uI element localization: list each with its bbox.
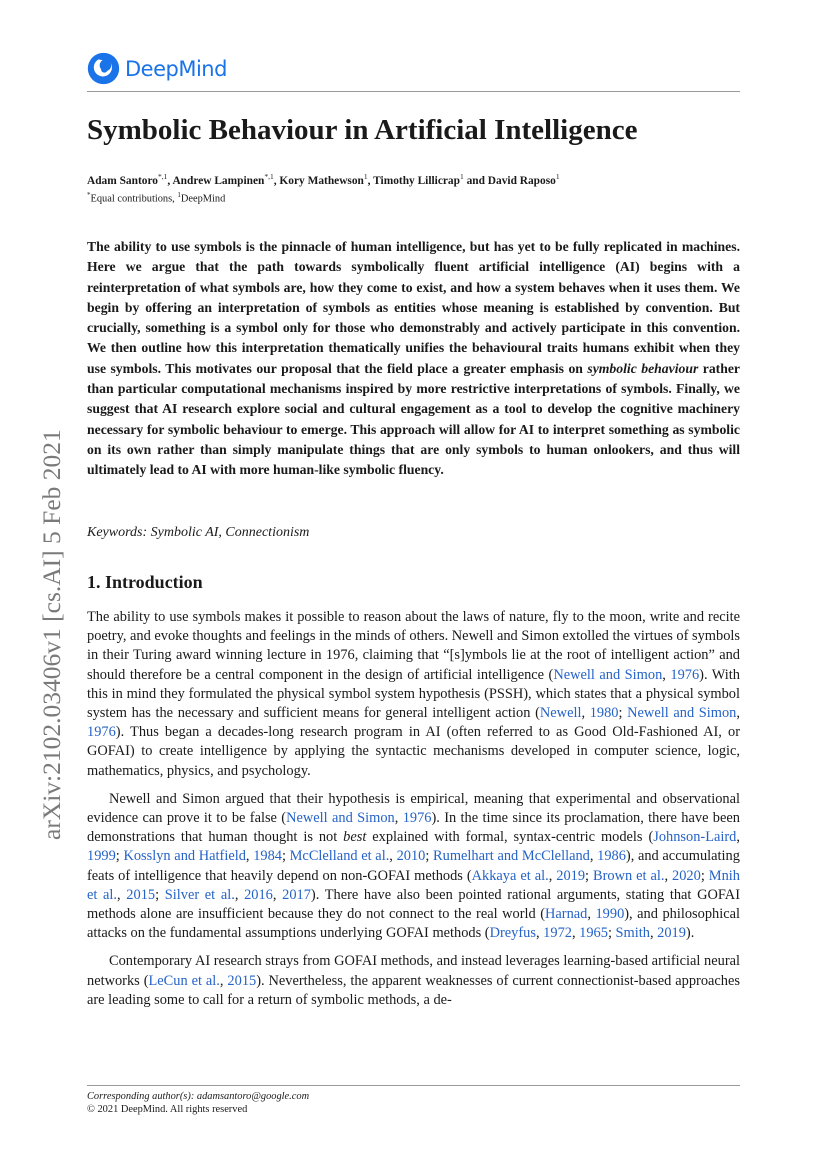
text-run: ), and accumulating feats of intelligence that heavily depend on non-GOFAI methods ( — [87, 848, 740, 884]
text-run: rather than particular computational mechanisms inspired by more restrictive interpretations of symbols. Finally, we suggest that AI research explore social and cultural engagement as a tool to develop the cognitive machinery necessary for symbolic behaviour to emerge. This approach will allow for AI to interpret something as symbolic on its own rather than simply manipulate things that are only symbols to human onlookers, and thus will ultimately lead to AI with more human-like symbolic fluency. — [87, 360, 740, 478]
citation-link[interactable]: 1976 — [670, 666, 700, 683]
citation-link[interactable]: 2015 — [126, 886, 156, 903]
citation-link[interactable]: Newell and Simon — [627, 705, 737, 722]
citation-link[interactable]: 2019 — [556, 867, 586, 884]
author-affiliation-mark: *,1 — [264, 172, 274, 181]
introduction-body — [87, 608, 740, 1019]
citation-link[interactable]: Silver et al. — [164, 886, 235, 903]
emphasis: symbolic behaviour — [587, 360, 699, 376]
text-run: ; — [281, 848, 290, 865]
citation-link[interactable]: Mnih et al. — [87, 867, 740, 903]
section-heading-introduction: 1. Introduction — [87, 572, 203, 592]
author-affiliation-mark: 1 — [459, 172, 464, 181]
text-run: , — [662, 666, 671, 683]
body-paragraph — [87, 952, 740, 1010]
text-run: , — [219, 972, 228, 989]
citation-link[interactable]: 2020 — [672, 867, 701, 884]
affiliations — [87, 191, 225, 204]
text-run: ). Thus began a decades-long research program in AI (often referred to as Good Old-Fashioned AI, or GOFAI) to create intelligence by applying the syntactic mechanisms developed in computer science, logic, mathematics, physics, and psychology. — [87, 724, 740, 779]
text-run: , — [589, 848, 598, 865]
text-run: ; — [607, 925, 616, 942]
citation-link[interactable]: 1976 — [87, 724, 116, 741]
text-run: The ability to use symbols is the pinnacle of human intelligence, but has yet to be fully replicated in machines. Here we argue that the path towards symbolically fluent artificial intelligence (AI) begins with a reinterpretation of what symbols are, how they come to exist, and how a system behaves when it uses them. We begin by offering an interpretation of symbols as entities whose meaning is established by convention. But crucially, something is a symbol only for those who demonstrably and actively participate in this convention. We then outline how this interpretation thematically unifies the behavioural traits humans exhibit when they use symbols. This motivates our proposal that the field place a greater emphasis on — [87, 239, 740, 376]
text-run: , — [587, 906, 596, 923]
text-run: , — [736, 829, 740, 846]
header-rule — [87, 91, 740, 92]
citation-link[interactable]: 2010 — [396, 848, 426, 865]
text-run: , — [571, 925, 580, 942]
abstract — [87, 237, 740, 481]
text-run: ). In the time since its proclamation, there have been demonstrations that human thought is not — [87, 810, 740, 846]
text-run: ). — [685, 925, 695, 942]
emphasis: best — [343, 829, 367, 846]
affiliation-text: DeepMind — [180, 193, 226, 205]
text-run: explained with formal, syntax-centric models ( — [366, 829, 654, 846]
equal-contribution-mark: * — [87, 191, 91, 199]
body-paragraph — [87, 790, 740, 944]
citation-link[interactable]: Akkaya et al. — [471, 867, 549, 884]
arxiv-sidebar-stamp: arXiv:2102.03406v1 [cs.AI] 5 Feb 2021 — [37, 429, 66, 840]
citation-link[interactable]: Smith — [615, 925, 650, 942]
text-run: , — [548, 867, 557, 884]
paper-title: Symbolic Behaviour in Artificial Intelligence — [87, 114, 638, 146]
author-name: Andrew Lampinen — [172, 174, 265, 187]
citation-link[interactable]: McClelland et al. — [289, 848, 390, 865]
citation-link[interactable]: LeCun et al. — [148, 972, 220, 989]
citation-link[interactable]: 2019 — [657, 925, 686, 942]
text-run: , — [535, 925, 544, 942]
deepmind-logo-icon — [87, 52, 120, 85]
text-run: , — [736, 705, 740, 722]
citation-link[interactable]: Newell and Simon — [286, 810, 395, 827]
copyright: © 2021 DeepMind. All rights reserved — [87, 1104, 248, 1115]
text-run: ; — [155, 886, 165, 903]
text-run: , — [389, 848, 397, 865]
citation-link[interactable]: 1976 — [402, 810, 432, 827]
citation-link[interactable]: Johnson-Laird — [653, 829, 737, 846]
citation-link[interactable]: 2017 — [282, 886, 311, 903]
text-run: ; — [618, 705, 628, 722]
text-run: , — [394, 810, 403, 827]
author-name: Kory Mathewson — [279, 174, 364, 187]
citation-link[interactable]: Kosslyn and Hatfield — [123, 848, 246, 865]
deepmind-logo — [87, 52, 227, 85]
citation-link[interactable]: 2015 — [227, 972, 257, 989]
citation-link[interactable]: 1965 — [579, 925, 608, 942]
text-run: ; — [115, 848, 124, 865]
citation-link[interactable]: 1990 — [595, 906, 625, 923]
text-run: ), and philosophical attacks on the fundamental assumptions underlying GOFAI methods ( — [87, 906, 741, 942]
equal-contribution-text: Equal contributions, — [90, 193, 178, 205]
author-affiliation-mark: 1 — [555, 172, 560, 181]
citation-link[interactable]: Brown et al. — [593, 867, 665, 884]
author-separator: and — [463, 174, 488, 187]
text-run: ; — [700, 867, 709, 884]
text-run: , — [245, 848, 254, 865]
citation-link[interactable]: Newell and Simon — [553, 666, 663, 683]
text-run: ; — [585, 867, 593, 884]
text-run: , — [272, 886, 283, 903]
body-paragraph — [87, 608, 740, 781]
logo-text: DeepMind — [125, 56, 227, 81]
text-run: , — [234, 886, 245, 903]
citation-link[interactable]: 1980 — [589, 705, 619, 722]
author-list — [87, 172, 560, 187]
footer-rule — [87, 1085, 740, 1086]
affiliation-mark: 1 — [177, 191, 181, 199]
text-run: ; — [425, 848, 434, 865]
text-run: , — [581, 705, 590, 722]
citation-link[interactable]: Harnad — [545, 906, 588, 923]
author-name: Adam Santoro — [87, 174, 158, 187]
citation-link[interactable]: Dreyfus — [489, 925, 536, 942]
text-run: The ability to use symbols makes it possible to reason about the laws of nature, fly to the moon, write and recite poetry, and evoke thoughts and feelings in the minds of others. Newell and Simon extolled the virtues of symbols in their Turing award winning lecture in 1976, claiming that “[s]ymbols lie at the root of intelligent action” and should therefore be a central component in the design of artificial intelligence ( — [87, 609, 740, 683]
citation-link[interactable]: 1984 — [253, 848, 282, 865]
author-separator: , — [273, 174, 280, 187]
text-run: , — [649, 925, 658, 942]
citation-link[interactable]: Rumelhart and McClelland — [433, 848, 590, 865]
text-run: , — [664, 867, 673, 884]
author-separator: , — [367, 174, 374, 187]
text-run: Newell and Simon argued that their hypothesis is empirical, meaning that experimental and observational evidence can prove it to be false ( — [87, 790, 740, 827]
keywords: Keywords: Symbolic AI, Connectionism — [87, 525, 310, 540]
text-run: ). Nevertheless, the apparent weaknesses of current connectionist-based approaches are leading some to call for a return of symbolic methods, a de- — [87, 972, 740, 1008]
text-run: , — [117, 886, 127, 903]
citation-link[interactable]: 1999 — [87, 848, 116, 865]
author-name: David Raposo — [487, 174, 556, 187]
citation-link[interactable]: Newell — [539, 705, 582, 722]
text-run: ). With this in mind they formulated the physical symbol system hypothesis (PSSH), which states that a physical symbol system has the necessary and sufficient means for general intelligent action ( — [87, 666, 740, 722]
text-run: Contemporary AI research strays from GOFAI methods, and instead leverages learning-based artificial neural networks ( — [87, 953, 740, 989]
citation-link[interactable]: 1986 — [597, 848, 626, 865]
author-separator: , — [167, 174, 173, 187]
citation-link[interactable]: 2016 — [244, 886, 273, 903]
text-run: ). There have also been pointed rational arguments, stating that GOFAI methods alone are insufficient because they do not connect to the real world ( — [87, 886, 740, 923]
citation-link[interactable]: 1972 — [543, 925, 572, 942]
author-affiliation-mark: 1 — [363, 172, 368, 181]
corresponding-author: Corresponding author(s): adamsantoro@google.com — [87, 1091, 310, 1102]
author-affiliation-mark: *,1 — [158, 172, 168, 181]
author-name: Timothy Lillicrap — [373, 174, 460, 187]
